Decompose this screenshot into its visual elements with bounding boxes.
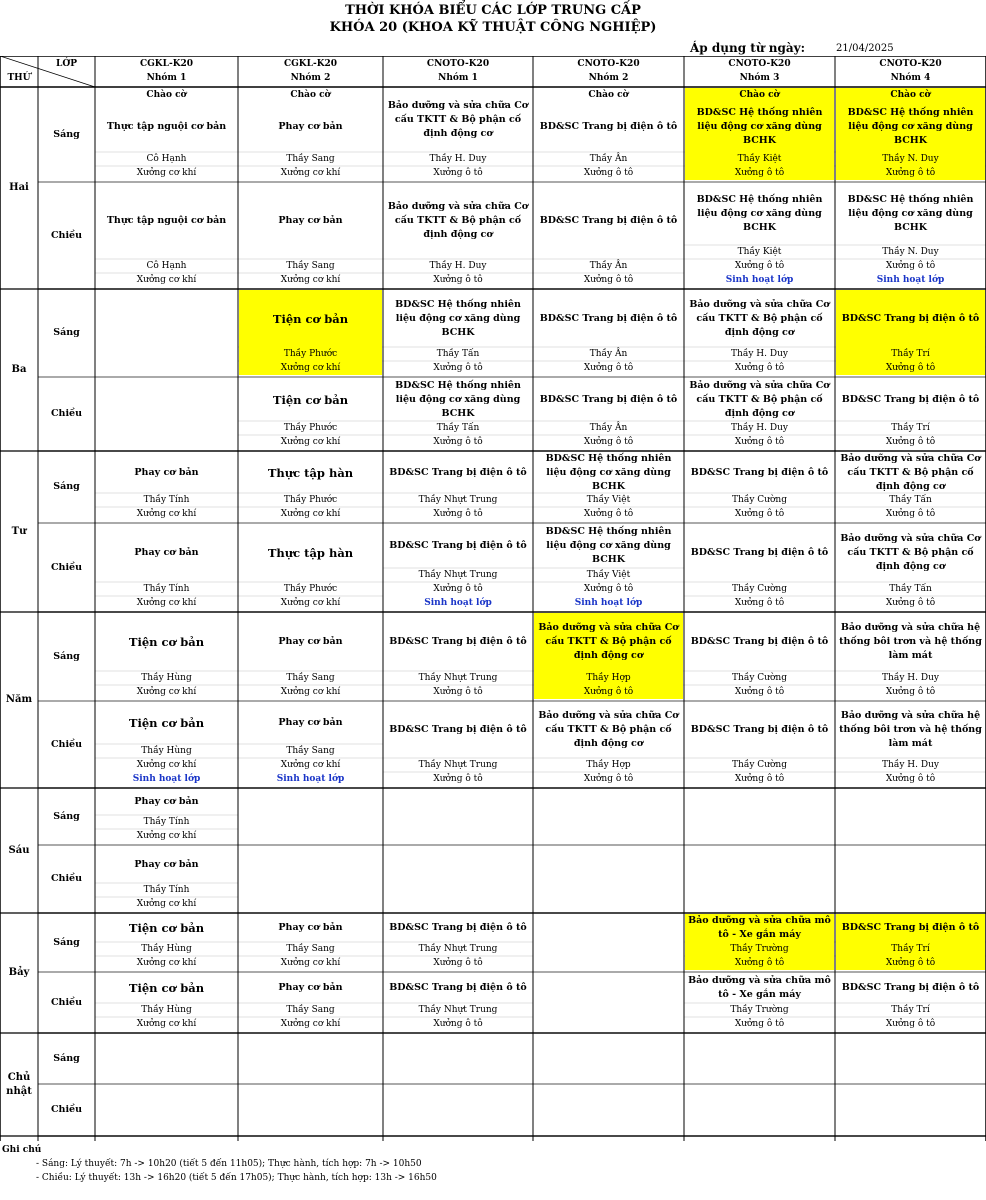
- subject-name: BD&SC Trang bị điện ô tô: [389, 922, 527, 933]
- class-group: Nhóm 4: [890, 73, 931, 83]
- teacher-name: Thầy Cường: [732, 673, 787, 683]
- teacher-name: Thầy Tấn: [889, 495, 932, 505]
- teacher-name: Thầy Phước: [283, 584, 338, 594]
- lop-header: LỚP: [56, 59, 77, 69]
- room-name: Xưởng ô tô: [583, 774, 634, 784]
- teacher-name: Thầy Sang: [286, 1005, 335, 1015]
- subject-name: Bảo dưỡng và sửa chữa Cơ cấu TKTT & Bộ phận cố định động cơ: [387, 100, 529, 139]
- subject-name: Phay cơ bản: [278, 215, 343, 226]
- teacher-name: Thầy Việt: [586, 495, 631, 505]
- teacher-name: Thầy Hùng: [141, 944, 192, 954]
- room-name: Xưởng cơ khí: [136, 831, 197, 841]
- notes-title: Ghi chú: [2, 1145, 42, 1155]
- room-name: Xưởng ô tô: [433, 509, 483, 519]
- subject-name: BD&SC Trang bị điện ô tô: [841, 393, 980, 405]
- flag-ceremony: Chào cờ: [146, 90, 187, 100]
- room-name: Xưởng ô tô: [734, 363, 785, 373]
- room-name: Xưởng ô tô: [734, 168, 785, 178]
- room-name: Xưởng cơ khí: [136, 958, 197, 968]
- class-name: CGKL-K20: [139, 59, 194, 69]
- room-name: Xưởng ô tô: [583, 584, 634, 594]
- teacher-name: Thầy Ân: [589, 423, 628, 433]
- teacher-name: Thầy Tính: [143, 495, 190, 505]
- subject-name: Tiện cơ bản: [272, 311, 349, 326]
- subject-name: BD&SC Hệ thống nhiên liệu động cơ xăng dùng BCHK: [545, 452, 672, 492]
- teacher-name: Thầy Tính: [143, 584, 190, 594]
- room-name: Xưởng ô tô: [734, 261, 785, 271]
- teacher-name: Thầy Trí: [891, 944, 930, 954]
- teacher-name: Thầy Phước: [283, 495, 338, 505]
- teacher-name: Thầy Trường: [730, 1005, 789, 1015]
- teacher-name: Thầy Nhựt Trung: [418, 760, 498, 770]
- note-line: - Chiều: Lý thuyết: 13h -> 16h20 (tiết 5 đến 17h05); Thực hành, tích hợp: 13h -> 16h50: [36, 1173, 437, 1183]
- teacher-name: Thầy Ân: [589, 154, 628, 164]
- subject-name: Phay cơ bản: [134, 547, 199, 558]
- room-name: Xưởng ô tô: [885, 363, 936, 373]
- session-name: Sáng: [53, 650, 80, 662]
- session-name: Sáng: [53, 481, 80, 492]
- subject-name: Bảo dưỡng và sửa chữa Cơ cấu TKTT & Bộ phận cố định động cơ: [840, 533, 981, 572]
- teacher-name: Thầy Nhựt Trung: [418, 570, 498, 580]
- class-activity: Sinh hoạt lớp: [876, 275, 945, 285]
- teacher-name: Thầy H. Duy: [882, 673, 939, 683]
- subject-name: BD&SC Trang bị điện ô tô: [389, 466, 527, 478]
- subject-name: Thực tập nguội cơ bản: [106, 121, 227, 132]
- page-title: THỜI KHÓA BIỂU CÁC LỚP TRUNG CẤP: [345, 3, 641, 18]
- teacher-name: Thầy Hợp: [586, 673, 631, 683]
- teacher-name: Thầy Ân: [589, 261, 628, 271]
- subject-name: BD&SC Hệ thống nhiên liệu động cơ xăng dùng BCHK: [847, 194, 974, 233]
- subject-name: Tiện cơ bản: [128, 921, 205, 935]
- subject-name: BD&SC Hệ thống nhiên liệu động cơ xăng dùng BCHK: [395, 379, 521, 419]
- room-name: Xưởng cơ khí: [280, 1019, 341, 1029]
- subject-name: Phay cơ bản: [278, 982, 343, 993]
- subject-name: BD&SC Hệ thống nhiên liệu động cơ xăng dùng BCHK: [696, 194, 823, 233]
- room-name: Xưởng ô tô: [583, 275, 634, 285]
- teacher-name: Thầy H. Duy: [731, 349, 788, 359]
- class-name: CNOTO-K20: [728, 59, 791, 69]
- subject-name: BD&SC Trang bị điện ô tô: [389, 982, 527, 993]
- teacher-name: Thầy Sang: [286, 746, 335, 756]
- room-name: Xưởng ô tô: [885, 509, 936, 519]
- teacher-name: Thầy Nhựt Trung: [418, 944, 498, 954]
- subject-name: Bảo dưỡng và sửa chữa hệ thống bôi trơn và hệ thống làm mát: [839, 710, 982, 749]
- room-name: Xưởng cơ khí: [280, 275, 341, 285]
- room-name: Xưởng cơ khí: [280, 958, 341, 968]
- teacher-name: Thầy Hùng: [141, 746, 192, 756]
- session-name: Chiều: [50, 873, 83, 884]
- subject-name: BD&SC Trang bị điện ô tô: [841, 312, 980, 324]
- teacher-name: Thầy Cường: [732, 760, 787, 770]
- room-name: Xưởng cơ khí: [136, 275, 197, 285]
- room-name: Xưởng cơ khí: [280, 687, 341, 697]
- teacher-name: Thầy Nhựt Trung: [418, 673, 498, 683]
- class-group: Nhóm 2: [588, 73, 629, 83]
- subject-name: Phay cơ bản: [278, 717, 343, 728]
- day-name: Năm: [5, 694, 33, 705]
- flag-ceremony: Chào cờ: [739, 90, 780, 100]
- room-name: Xưởng ô tô: [583, 363, 634, 373]
- room-name: Xưởng ô tô: [583, 687, 634, 697]
- teacher-name: Cô Hạnh: [146, 261, 187, 271]
- class-name: CNOTO-K20: [426, 59, 490, 69]
- subject-name: Bảo dưỡng và sửa chữa Cơ cấu TKTT & Bộ phận cố định động cơ: [387, 201, 529, 240]
- subject-name: Tiện cơ bản: [272, 392, 349, 407]
- class-group: Nhóm 3: [739, 73, 780, 83]
- subject-name: BD&SC Trang bị điện ô tô: [690, 724, 829, 735]
- teacher-name: Thầy Trí: [891, 423, 930, 433]
- class-group: Nhóm 1: [438, 73, 478, 83]
- timetable-grid: [0, 56, 986, 1141]
- room-name: Xưởng cơ khí: [280, 598, 341, 608]
- room-name: Xưởng ô tô: [885, 168, 936, 178]
- teacher-name: Thầy Tính: [143, 817, 190, 827]
- apply-date-value: 21/04/2025: [836, 43, 894, 54]
- room-name: Xưởng cơ khí: [280, 363, 341, 373]
- room-name: Xưởng cơ khí: [136, 509, 197, 519]
- teacher-name: Thầy Tấn: [889, 584, 932, 594]
- room-name: Xưởng cơ khí: [136, 598, 197, 608]
- room-name: Xưởng cơ khí: [136, 1019, 197, 1029]
- class-activity: Sinh hoạt lớp: [276, 774, 345, 784]
- subject-name: Bảo dưỡng và sửa chữa Cơ cấu TKTT & Bộ phận cố định động cơ: [538, 622, 679, 661]
- room-name: Xưởng ô tô: [433, 584, 483, 594]
- subject-name: Thực tập nguội cơ bản: [106, 215, 227, 226]
- room-name: Xưởng cơ khí: [136, 168, 197, 178]
- apply-date-label: Áp dụng từ ngày:: [690, 41, 806, 55]
- teacher-name: Cô Hạnh: [146, 154, 187, 164]
- room-name: Xưởng cơ khí: [136, 899, 197, 909]
- subject-name: Tiện cơ bản: [128, 716, 205, 730]
- room-name: Xưởng cơ khí: [136, 687, 197, 697]
- subject-name: BD&SC Hệ thống nhiên liệu động cơ xăng dùng BCHK: [395, 298, 521, 338]
- room-name: Xưởng ô tô: [885, 598, 936, 608]
- teacher-name: Thầy Trí: [891, 349, 930, 359]
- room-name: Xưởng ô tô: [885, 958, 936, 968]
- teacher-name: Thầy Kiệt: [737, 154, 782, 164]
- flag-ceremony: Chào cờ: [588, 90, 629, 100]
- teacher-name: Thầy Sang: [286, 944, 335, 954]
- session-name: Chiều: [50, 561, 83, 573]
- subject-name: Thực tập hàn: [267, 465, 354, 480]
- teacher-name: Thầy Cường: [732, 584, 787, 594]
- subject-name: BD&SC Trang bị điện ô tô: [539, 121, 678, 132]
- session-name: Sáng: [53, 1052, 80, 1064]
- subject-name: BD&SC Hệ thống nhiên liệu động cơ xăng dùng BCHK: [545, 526, 672, 565]
- teacher-name: Thầy Ân: [589, 349, 628, 359]
- day-name: Chủ nhật: [6, 1071, 32, 1097]
- subject-name: Bảo dưỡng và sửa chữa Cơ cấu TKTT & Bộ phận cố định động cơ: [840, 452, 981, 492]
- teacher-name: Thầy Sang: [286, 673, 335, 683]
- page-subtitle: KHÓA 20 (KHOA KỸ THUẬT CÔNG NGHIỆP): [329, 20, 657, 35]
- note-line: - Sáng: Lý thuyết: 7h -> 10h20 (tiết 5 đến 11h05); Thực hành, tích hợp: 7h -> 10h50: [36, 1159, 422, 1169]
- subject-name: Bảo dưỡng và sửa chữa mô tô - Xe gắn máy: [688, 975, 831, 1000]
- subject-name: BD&SC Trang bị điện ô tô: [690, 636, 829, 647]
- session-name: Sáng: [53, 327, 80, 338]
- session-name: Chiều: [50, 996, 83, 1008]
- room-name: Xưởng ô tô: [734, 774, 785, 784]
- room-name: Xưởng cơ khí: [136, 760, 197, 770]
- room-name: Xưởng ô tô: [734, 437, 785, 447]
- class-group: Nhóm 2: [290, 73, 331, 83]
- subject-name: Tiện cơ bản: [128, 635, 205, 649]
- teacher-name: Thầy H. Duy: [731, 423, 788, 433]
- teacher-name: Thầy Tính: [143, 885, 190, 895]
- teacher-name: Thầy Tấn: [436, 349, 480, 359]
- class-name: CGKL-K20: [283, 59, 338, 69]
- subject-name: Bảo dưỡng và sửa chữa Cơ cấu TKTT & Bộ phận cố định động cơ: [538, 710, 679, 749]
- subject-name: Bảo dưỡng và sửa chữa hệ thống bôi trơn và hệ thống làm mát: [839, 622, 982, 661]
- teacher-name: Thầy Phước: [283, 349, 338, 359]
- flag-ceremony: Chào cờ: [890, 90, 931, 100]
- subject-name: Phay cơ bản: [278, 636, 343, 647]
- notes-section: [0, 1143, 986, 1185]
- room-name: Xưởng ô tô: [885, 1019, 936, 1029]
- subject-name: BD&SC Trang bị điện ô tô: [539, 312, 678, 324]
- room-name: Xưởng ô tô: [734, 1019, 785, 1029]
- teacher-name: Thầy Cường: [732, 495, 787, 505]
- subject-name: Bảo dưỡng và sửa chữa Cơ cấu TKTT & Bộ phận cố định động cơ: [689, 379, 830, 419]
- session-name: Chiều: [50, 408, 83, 419]
- class-name: CNOTO-K20: [577, 59, 640, 69]
- teacher-name: Thầy Hùng: [141, 1005, 192, 1015]
- session-name: Sáng: [53, 936, 80, 948]
- teacher-name: Thầy Hùng: [141, 673, 192, 683]
- subject-name: BD&SC Trang bị điện ô tô: [841, 922, 980, 933]
- subject-name: BD&SC Trang bị điện ô tô: [389, 636, 527, 647]
- subject-name: BD&SC Hệ thống nhiên liệu động cơ xăng dùng BCHK: [847, 107, 974, 146]
- room-name: Xưởng ô tô: [433, 363, 483, 373]
- room-name: Xưởng cơ khí: [280, 509, 341, 519]
- teacher-name: Thầy Phước: [283, 423, 338, 433]
- teacher-name: Thầy Nhựt Trung: [418, 495, 498, 505]
- class-group: Nhóm 1: [146, 73, 187, 83]
- room-name: Xưởng cơ khí: [280, 760, 341, 770]
- teacher-name: Thầy H. Duy: [882, 760, 939, 770]
- room-name: Xưởng ô tô: [433, 275, 483, 285]
- session-name: Chiều: [50, 1104, 83, 1115]
- room-name: Xưởng ô tô: [433, 1019, 483, 1029]
- class-activity: Sinh hoạt lớp: [424, 598, 492, 608]
- room-name: Xưởng ô tô: [885, 261, 936, 271]
- subject-name: Phay cơ bản: [134, 858, 199, 870]
- room-name: Xưởng ô tô: [583, 168, 634, 178]
- room-name: Xưởng cơ khí: [280, 168, 341, 178]
- subject-name: BD&SC Trang bị điện ô tô: [539, 393, 678, 405]
- class-activity: Sinh hoạt lớp: [132, 774, 201, 784]
- teacher-name: Thầy Sang: [286, 261, 335, 271]
- subject-name: Phay cơ bản: [278, 121, 343, 132]
- room-name: Xưởng ô tô: [885, 687, 936, 697]
- subject-name: BD&SC Trang bị điện ô tô: [539, 215, 678, 226]
- subject-name: Phay cơ bản: [278, 922, 343, 933]
- room-name: Xưởng ô tô: [433, 437, 483, 447]
- teacher-name: Thầy Nhựt Trung: [418, 1005, 498, 1015]
- subject-name: BD&SC Trang bị điện ô tô: [389, 724, 527, 735]
- teacher-name: Thầy Việt: [586, 570, 631, 580]
- subject-name: Phay cơ bản: [134, 796, 199, 807]
- teacher-name: Thầy Trường: [730, 944, 789, 954]
- room-name: Xưởng ô tô: [734, 687, 785, 697]
- subject-name: Bảo dưỡng và sửa chữa mô tô - Xe gắn máy: [688, 915, 831, 940]
- room-name: Xưởng ô tô: [734, 598, 785, 608]
- class-activity: Sinh hoạt lớp: [574, 598, 643, 608]
- subject-name: BD&SC Trang bị điện ô tô: [841, 982, 980, 993]
- subject-name: Thực tập hàn: [267, 546, 354, 560]
- session-name: Sáng: [53, 128, 80, 140]
- day-name: Hai: [9, 182, 29, 193]
- subject-name: Bảo dưỡng và sửa chữa Cơ cấu TKTT & Bộ phận cố định động cơ: [689, 298, 830, 338]
- room-name: Xưởng ô tô: [734, 958, 785, 968]
- session-name: Sáng: [53, 810, 80, 822]
- teacher-name: Thầy H. Duy: [429, 261, 487, 271]
- room-name: Xưởng ô tô: [583, 437, 634, 447]
- subject-name: BD&SC Trang bị điện ô tô: [690, 547, 829, 558]
- session-name: Chiều: [50, 229, 83, 241]
- teacher-name: Thầy Sang: [286, 154, 335, 164]
- room-name: Xưởng ô tô: [734, 509, 785, 519]
- subject-name: Tiện cơ bản: [128, 981, 205, 995]
- room-name: Xưởng ô tô: [433, 958, 483, 968]
- teacher-name: Thầy N. Duy: [882, 154, 939, 164]
- room-name: Xưởng cơ khí: [280, 437, 341, 447]
- room-name: Xưởng ô tô: [433, 168, 483, 178]
- teacher-name: Thầy Trí: [891, 1005, 930, 1015]
- room-name: Xưởng ô tô: [433, 774, 483, 784]
- teacher-name: Thầy Kiệt: [737, 247, 782, 257]
- session-name: Chiều: [50, 738, 83, 750]
- day-name: Tư: [11, 525, 27, 537]
- thu-header: THỨ: [7, 73, 31, 83]
- teacher-name: Thầy Hợp: [586, 760, 631, 770]
- teacher-name: Thầy Tấn: [436, 423, 480, 433]
- teacher-name: Thầy H. Duy: [429, 154, 487, 164]
- day-name: Ba: [11, 364, 27, 375]
- day-name: Sáu: [8, 844, 30, 856]
- room-name: Xưởng ô tô: [885, 437, 936, 447]
- teacher-name: Thầy N. Duy: [882, 247, 939, 257]
- subject-name: BD&SC Hệ thống nhiên liệu động cơ xăng dùng BCHK: [696, 107, 823, 146]
- flag-ceremony: Chào cờ: [290, 90, 331, 100]
- subject-name: BD&SC Trang bị điện ô tô: [690, 466, 829, 478]
- class-name: CNOTO-K20: [879, 59, 942, 69]
- subject-name: Phay cơ bản: [134, 466, 199, 478]
- day-name: Bảy: [8, 967, 30, 978]
- room-name: Xưởng ô tô: [433, 687, 483, 697]
- subject-name: BD&SC Trang bị điện ô tô: [389, 540, 527, 551]
- class-activity: Sinh hoạt lớp: [725, 275, 794, 285]
- room-name: Xưởng ô tô: [583, 509, 634, 519]
- room-name: Xưởng ô tô: [885, 774, 936, 784]
